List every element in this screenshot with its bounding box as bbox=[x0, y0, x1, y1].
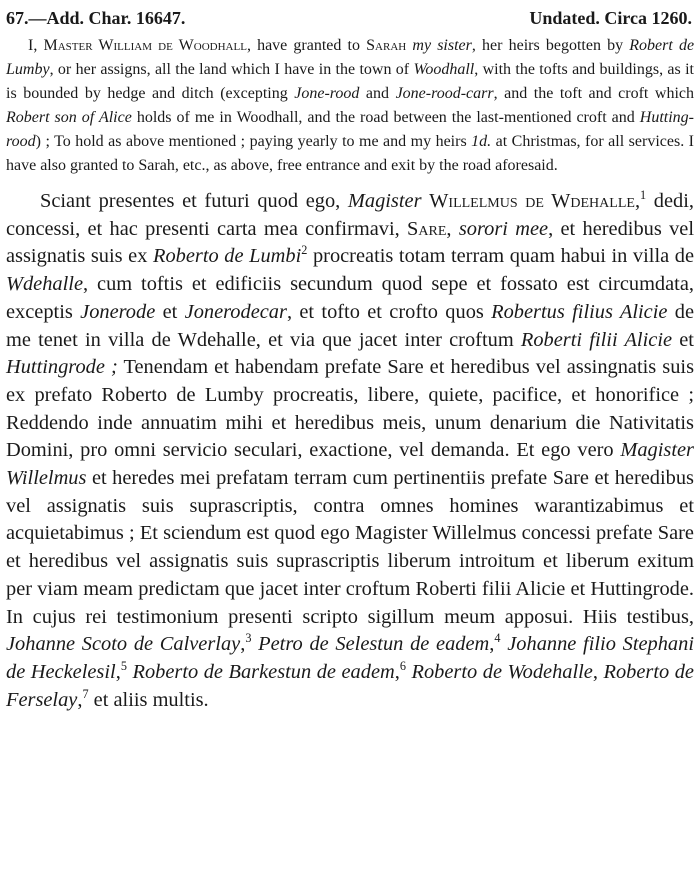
latin-run: Wdehalle bbox=[6, 273, 84, 296]
footnote-marker: 7 bbox=[82, 686, 89, 701]
latin-run: , bbox=[394, 660, 400, 683]
summary-run: my sister bbox=[412, 37, 472, 54]
latin-run: , bbox=[592, 660, 604, 683]
latin-run: , bbox=[489, 633, 495, 656]
latin-run: , bbox=[446, 217, 459, 240]
summary-run: Robert son of Alice bbox=[6, 109, 132, 126]
charter-reference: 67.—Add. Char. 16647. bbox=[6, 8, 186, 28]
latin-run: , et tofto et crofto quos bbox=[286, 300, 492, 323]
english-summary bbox=[6, 34, 694, 178]
latin-run: de me tenet in villa de Wdehalle, et via que jacet inter croftum bbox=[6, 300, 694, 351]
summary-run: I, bbox=[28, 37, 44, 54]
footnote-marker: 5 bbox=[120, 659, 127, 674]
summary-run: , with the tofts and buildings, as it is bounded by hedge and ditch (excepting bbox=[6, 61, 694, 102]
latin-run: Johanne Scoto de Calverlay bbox=[6, 633, 241, 656]
summary-run: , or her assigns, all the land which I have in the town of bbox=[49, 61, 414, 78]
latin-run: , cum toftis et edificiis secundum quod sepe et fossato est circumdata, exceptis bbox=[6, 273, 694, 323]
summary-run: , her heirs begotten by bbox=[471, 37, 630, 54]
latin-run: sorori mee bbox=[458, 217, 549, 240]
summary-run: holds of me in Woodhall, and the road between the last-mentioned croft and bbox=[131, 109, 640, 126]
latin-run: dedi, concessi, et hac presenti carta mea confirmavi, bbox=[6, 190, 694, 240]
summary-run: Robert de Lumby bbox=[6, 37, 695, 78]
latin-run: et bbox=[155, 300, 185, 323]
footnote-marker: 2 bbox=[301, 243, 308, 258]
latin-body bbox=[6, 190, 694, 711]
summary-run: and bbox=[359, 85, 396, 102]
latin-run bbox=[422, 190, 430, 212]
latin-run: Tenendam et habendam prefate Sare et heredibus vel assingnatis suis ex prefato Roberto de Lumby procreatis, libere, quiete, pacifice, et honorifice ; Reddendo inde annuatim mihi et heredibus meis, unum denarium die Nativitatis Domini, pro omni servicio seculari, exactione, vel demanda. Et ego vero bbox=[6, 356, 694, 462]
latin-run: et bbox=[672, 328, 694, 351]
charter-date: Undated. Circa 1260. bbox=[529, 8, 692, 28]
summary-run: ) ; To hold as above mentioned ; paying yearly to me and my heirs bbox=[35, 133, 472, 150]
latin-run: et heredes mei prefatam terram cum pertinentiis prefate Sare et heredibus vel assignatis suis suprascriptis, contra omnes homines warantizabimus et acquietabimus ; Et sciendum est quod ego Magister Willelmus concessi prefate Sare et heredibus vel assignatis suis suprascriptis liberum introitum et liberum exitum per viam meam predictam que jacet inter croftum Roberti filii Alicie et Huttingrode. In cujus rei testimonium presenti scripto sigillum meum apposui. Hiis testibus, bbox=[6, 467, 694, 628]
footnote-marker: 3 bbox=[245, 631, 252, 646]
latin-run: Roberto de Ferselay bbox=[6, 660, 694, 711]
latin-run: Petro de Selestun de eadem bbox=[258, 633, 490, 656]
latin-run: Robertus filius Alicie bbox=[491, 300, 668, 323]
latin-run: , bbox=[240, 633, 246, 656]
latin-run: , bbox=[77, 688, 83, 711]
latin-text bbox=[6, 188, 694, 714]
latin-run: Sare bbox=[407, 217, 447, 240]
summary-run: at Christmas, for all services. I have also granted to Sarah, etc., as above, free entrance and exit by the road aforesaid. bbox=[6, 133, 694, 174]
summary-run: Master William de Woodhall bbox=[43, 37, 247, 54]
latin-run: Roberti filii Alicie bbox=[520, 328, 673, 351]
summary-run: Woodhall bbox=[413, 61, 475, 78]
summary-run: Sarah bbox=[366, 37, 407, 54]
footnote-marker: 1 bbox=[640, 188, 647, 203]
latin-run: Jonerode bbox=[80, 300, 156, 323]
latin-run: Jonerodecar bbox=[184, 300, 287, 323]
latin-run: procreatis totam terram quam habui in villa de bbox=[307, 245, 695, 268]
latin-run: , bbox=[115, 660, 121, 683]
summary-text bbox=[6, 37, 694, 174]
charter-page bbox=[6, 6, 694, 714]
latin-run: , et heredibus vel assignatis suis ex bbox=[6, 217, 694, 268]
latin-run: et aliis multis. bbox=[88, 688, 209, 711]
latin-run: Magister bbox=[347, 190, 422, 212]
footnote-marker: 4 bbox=[494, 631, 501, 646]
latin-run: Roberto de Lumbi bbox=[153, 245, 302, 268]
latin-run: Roberto de Barkestun de eadem bbox=[132, 660, 395, 683]
summary-run: Jone-rood bbox=[294, 85, 360, 102]
summary-run: , have granted to bbox=[246, 37, 367, 54]
latin-run: Johanne filio Stephani de Heckelesil bbox=[6, 633, 694, 683]
summary-run: Jone-rood-carr bbox=[395, 85, 494, 102]
latin-run: , bbox=[634, 190, 641, 212]
latin-run: Magister Willelmus bbox=[6, 439, 694, 490]
latin-run: Sciant presentes et futuri quod ego, bbox=[40, 190, 348, 212]
summary-run: Hutting-rood bbox=[6, 109, 694, 150]
charter-header bbox=[6, 6, 694, 32]
latin-run: Roberto de Wodehalle bbox=[411, 660, 593, 683]
summary-run: , and the toft and croft which bbox=[493, 85, 695, 102]
footnote-marker: 6 bbox=[399, 659, 406, 674]
summary-run: 1d. bbox=[471, 133, 492, 150]
latin-run: Willelmus de Wdehalle bbox=[429, 190, 635, 212]
latin-run: Huttingrode ; bbox=[6, 356, 118, 379]
